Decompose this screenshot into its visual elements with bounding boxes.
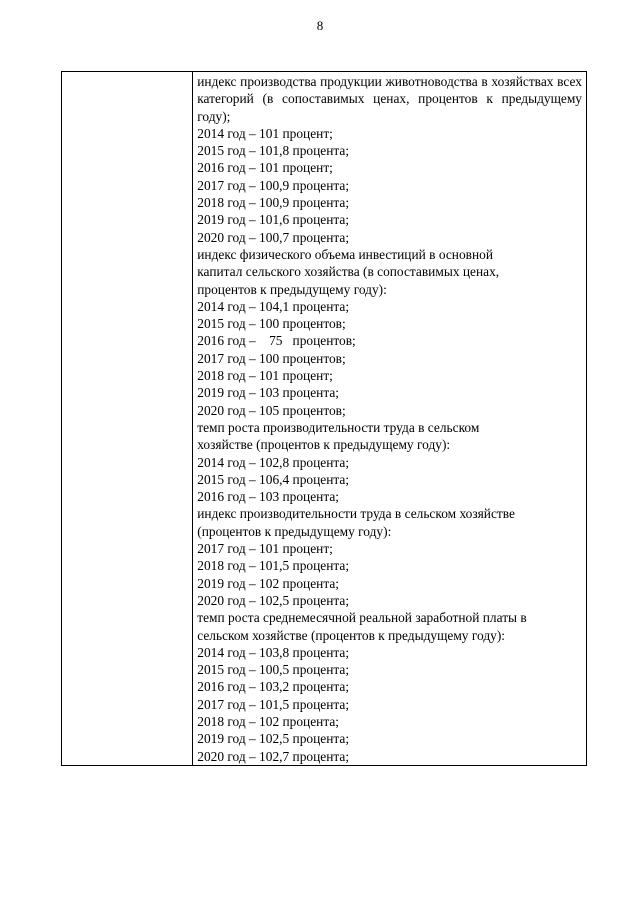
- indicator-heading-wage-growth-line: сельском хозяйстве (процентов к предыдущему году):: [197, 627, 506, 643]
- list-item: 2018 год – 101 процент;: [197, 368, 333, 384]
- list-item: 2016 год – 103 процента;: [197, 489, 339, 505]
- list-item: 2017 год – 100,9 процента;: [197, 177, 350, 193]
- indicators-table: [61, 71, 587, 766]
- list-item: 2018 год – 101,5 процента;: [197, 558, 350, 574]
- indicator-heading-investment-line: капитал сельского хозяйства (в сопоставимых ценах,: [197, 264, 500, 280]
- right-cell: [193, 72, 587, 766]
- list-item: 2017 год – 101,5 процента;: [197, 696, 350, 712]
- indicator-heading-investment-line: процентов к предыдущему году):: [197, 281, 387, 297]
- list-item: 2018 год – 100,9 процента;: [197, 195, 350, 211]
- list-item: 2017 год – 100 процентов;: [197, 350, 346, 366]
- list-item: 2015 год – 106,4 процента;: [197, 471, 350, 487]
- indicator-heading-labor-growth-line: хозяйстве (процентов к предыдущему году):: [197, 437, 451, 453]
- indicators-list: [193, 72, 586, 765]
- list-item: 2015 год – 101,8 процента;: [197, 143, 350, 159]
- indicator-heading-investment-line: индекс физического объема инвестиций в основной: [197, 246, 494, 262]
- list-item: 2020 год – 100,7 процента;: [197, 229, 350, 245]
- list-item: 2015 год – 100,5 процента;: [197, 662, 350, 678]
- list-item: 2018 год – 102 процента;: [197, 713, 339, 729]
- list-item: 2015 год – 100 процентов;: [197, 316, 346, 332]
- indicator-heading-labor-index-line: индекс производительности труда в сельском хозяйстве: [197, 506, 515, 522]
- list-item: 2016 год – 75 процентов;: [197, 333, 356, 349]
- list-item: 2019 год – 102 процента;: [197, 575, 339, 591]
- list-item: 2019 год – 101,6 процента;: [197, 212, 350, 228]
- left-cell: [62, 72, 193, 766]
- table-row: [62, 72, 587, 766]
- list-item: 2014 год – 101 процент;: [197, 125, 333, 141]
- list-item: 2020 год – 102,5 процента;: [197, 592, 350, 608]
- indicator-heading-wage-growth-line: темп роста среднемесячной реальной заработной платы в: [197, 610, 527, 626]
- list-item: 2019 год – 102,5 процента;: [197, 731, 350, 747]
- list-item: 2017 год – 101 процент;: [197, 541, 333, 557]
- indicator-heading-labor-index-line: (процентов к предыдущему году):: [197, 523, 392, 539]
- list-item: 2020 год – 102,7 процента;: [197, 748, 350, 764]
- indicator-heading-labor-growth-line: темп роста производительности труда в сельском: [197, 419, 480, 435]
- list-item: 2014 год – 104,1 процента;: [197, 298, 350, 314]
- list-item: 2016 год – 101 процент;: [197, 160, 333, 176]
- list-item: 2016 год – 103,2 процента;: [197, 679, 350, 695]
- list-item: 2019 год – 103 процента;: [197, 385, 339, 401]
- page-number: 8: [316, 18, 324, 33]
- list-item: 2014 год – 102,8 процента;: [197, 454, 350, 470]
- indicator-heading-livestock-production: индекс производства продукции животноводства в хозяйствах всех категорий (в сопоставимых ценах, процентов к предыдущему году);: [197, 74, 582, 124]
- list-item: 2020 год – 105 процентов;: [197, 402, 346, 418]
- list-item: 2014 год – 103,8 процента;: [197, 644, 350, 660]
